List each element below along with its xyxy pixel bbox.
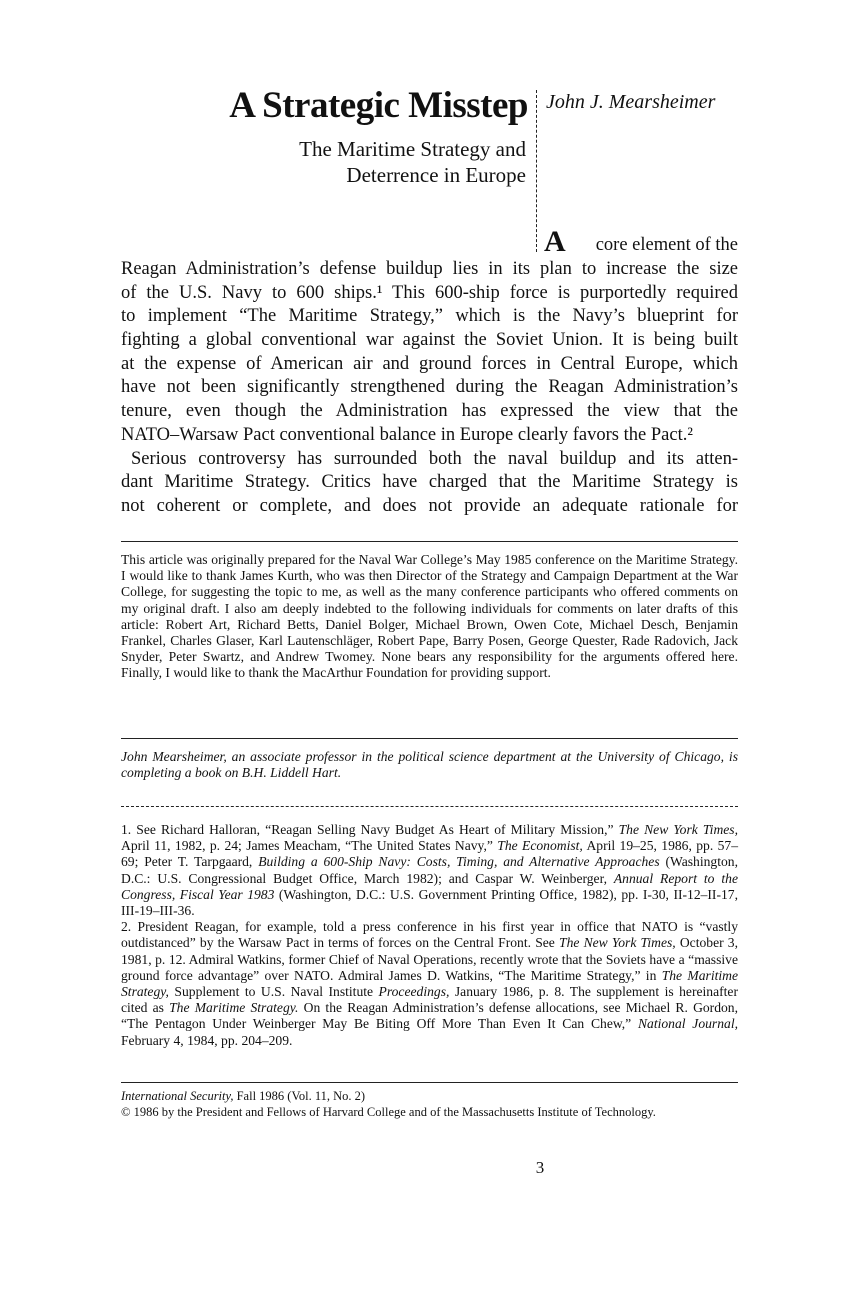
publication-footer [121,1089,738,1120]
body-first-line: core element of the [595,235,738,255]
body-line: of the U.S. Navy to 600 ships.¹ This 600-ship force is purportedly required [121,282,738,303]
footnote-rule [121,541,738,542]
footnote-1: 1. See Richard Halloran, “Reagan Selling Navy Budget As Heart of Military Mission,” The New York Times, April 11, 1982, p. 24; James Meacham, “The United States Navy,” The Economist, April 19–25, 1986, pp. 57–69; Peter T. Tarpgaard, Building a 600-Ship Navy: Costs, Timing, and Alternative Approaches (Washington, D.C.: U.S. Congressional Budget Office, March 1982); and Caspar W. Weinberger, Annual Report to the Congress, Fiscal Year 1983 (Washington, D.C.: U.S. Government Printing Office, 1982), pp. I-30, II-12–II-17, III-19–III-36. [121,822,739,919]
body-line: fighting a global conventional war against the Soviet Union. It is being built [121,330,738,351]
author-bio: John Mearsheimer, an associate professor in the political science department at the University of Chicago, is completing a book on B.H. Liddell Hart. [121,749,738,781]
body-line: not coherent or complete, and does not provide an adequate rationale for [121,495,738,516]
body-line: Reagan Administration’s defense buildup lies in its plan to increase the size [121,259,738,279]
article-title: A Strategic Misstep [229,85,528,126]
subtitle-line-2: Deterrence in Europe [346,163,526,187]
body-line: NATO–Warsaw Pact conventional balance in Europe clearly favors the Pact.² [121,424,693,445]
body-line: at the expense of American air and ground forces in Central Europe, which [121,353,738,374]
footer-rule [121,1082,738,1083]
article-author: John J. Mearsheimer [546,91,716,113]
article-subtitle [160,136,526,188]
title-divider [536,90,537,252]
page-number: 3 [535,1158,545,1177]
copyright-notice: © 1986 by the President and Fellows of Harvard College and of the Massachusetts Institute of Technology. [121,1104,656,1119]
footnotes [121,822,738,1049]
body-text [121,258,738,519]
bio-rule [121,738,738,739]
acknowledgment-note: This article was originally prepared for the Naval War College’s May 1985 conference on the Maritime Strategy. I would like to thank James Kurth, who was then Director of the Strategy and Campaign Department at the War College, for suggesting the topic to me, as well as the many conference participants who offered comments on my original draft. I also am deeply indebted to the following individuals for comments on later drafts of this article: Robert Art, Richard Betts, Daniel Bolger, Michael Brown, Owen Cote, Michael Desch, Benjamin Frankel, Charles Glaser, Karl Lautenschläger, Robert Pape, Barry Posen, George Quester, Rade Radovich, Jack Snyder, Peter Swartz, and Andrew Twomey. None bears any responsibility for the arguments offered here. Finally, I would like to thank the MacArthur Foundation for providing support. [121,552,738,681]
footnote-2: 2. President Reagan, for example, told a press conference in his first year in office that NATO is “vastly outdistanced” by the Warsaw Pact in terms of forces on the Central Front. See The New York Times, October 3, 1981, p. 12. Admiral Watkins, former Chief of Naval Operations, recently wrote that the Soviets have a “massive ground force advantage” over NATO. Admiral James D. Watkins, “The Maritime Strategy,” in The Maritime Strategy, Supplement to U.S. Naval Institute Proceedings, January 1986, p. 8. The supplement is hereinafter cited as The Maritime Strategy. On the Reagan Administration’s defense allocations, see Michael R. Gordon, “The Pentagon Under Weinberger May Be Biting Off More Than Even It Can Chew,” National Journal, February 4, 1984, pp. 204–209. [121,919,739,1048]
body-line: tenure, even though the Administration has expressed the view that the [121,401,738,422]
body-line: have not been significantly strengthened during the Reagan Administration’s [121,377,738,398]
body-line: to implement “The Maritime Strategy,” which is the Navy’s blueprint for [121,306,738,327]
subtitle-line-1: The Maritime Strategy and [299,137,526,161]
journal-citation: International Security, Fall 1986 (Vol. 11, No. 2) [121,1089,366,1103]
body-line: dant Maritime Strategy. Critics have charged that the Maritime Strategy is [121,472,738,493]
footnotes-rule [121,806,738,807]
body-line: Serious controversy has surrounded both the naval buildup and its atten- [131,448,738,469]
drop-cap: A [544,225,566,258]
